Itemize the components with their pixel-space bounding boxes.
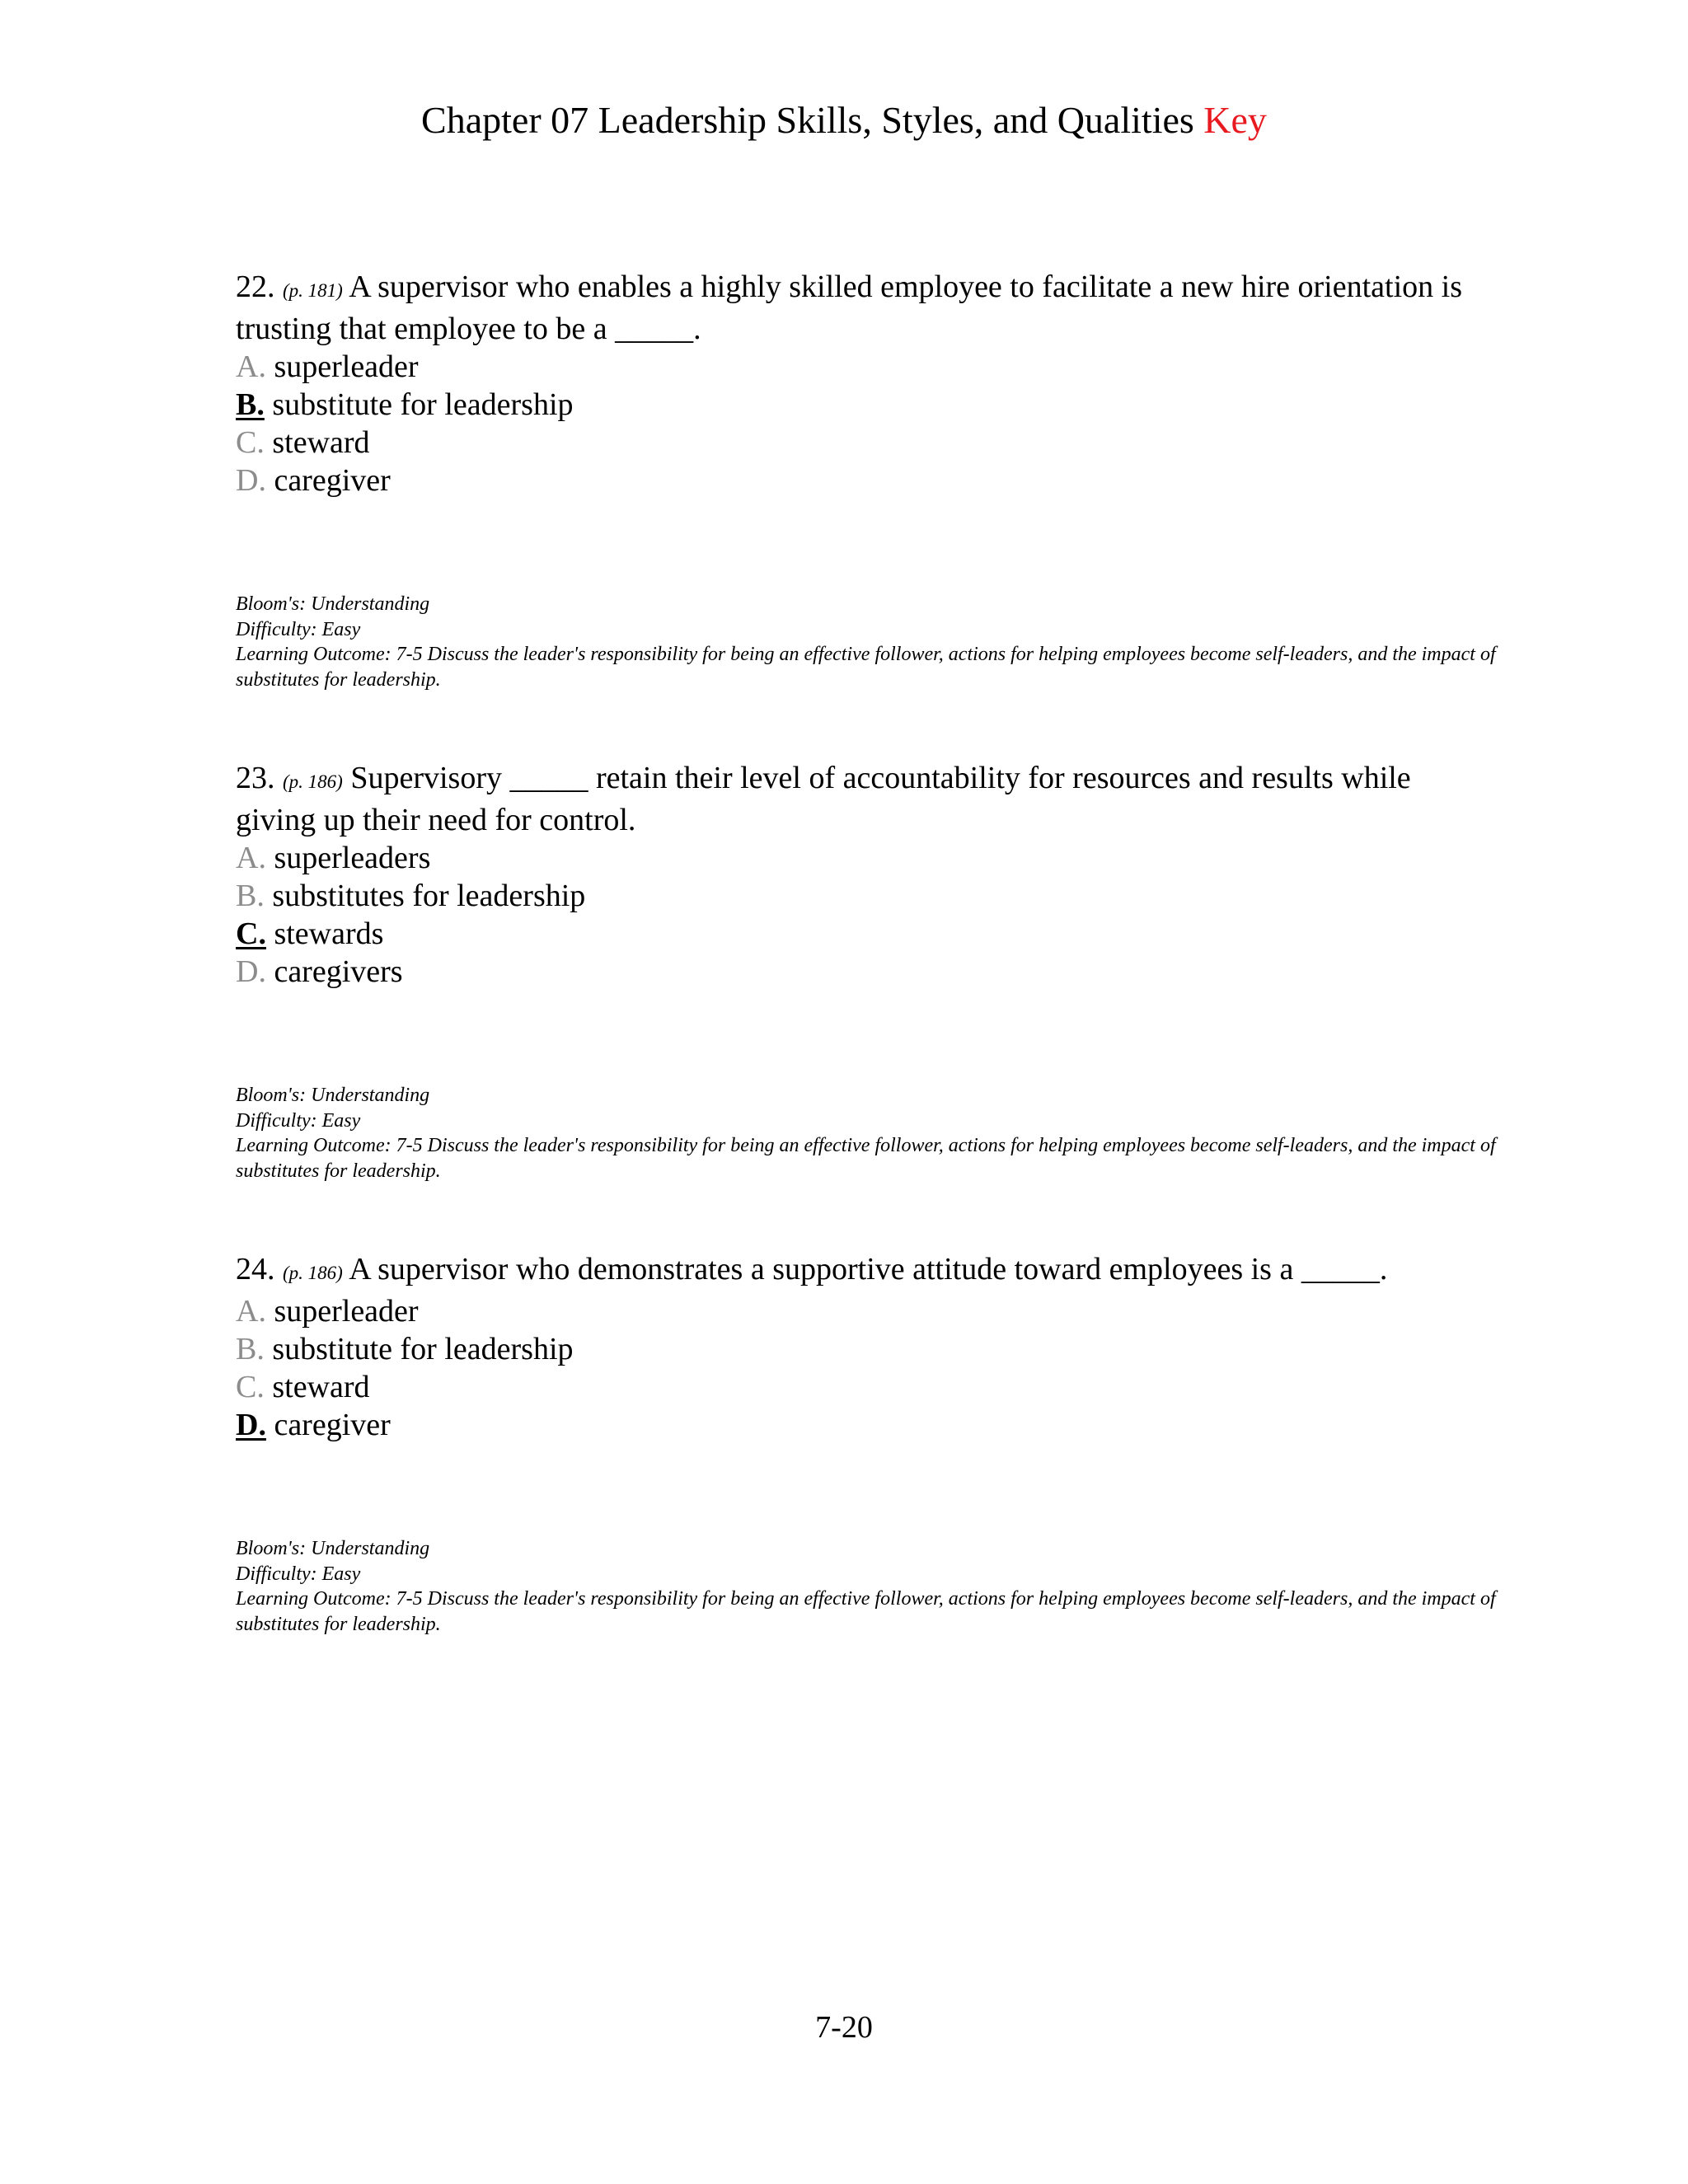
- option-letter: B.: [236, 879, 265, 913]
- option-b: [236, 877, 1489, 915]
- page-number: 7-20: [815, 2010, 873, 2045]
- question-text: [236, 268, 1489, 348]
- option-text: steward: [272, 1370, 370, 1404]
- option-d: [236, 1406, 1489, 1444]
- option-letter: C.: [236, 425, 265, 460]
- blooms-level: Bloom's: Understanding: [236, 1085, 430, 1106]
- option-text: superleader: [274, 1294, 419, 1329]
- difficulty: Difficulty: Easy: [236, 1109, 361, 1132]
- key-label: Key: [1203, 99, 1267, 141]
- page-reference: (p. 186): [283, 771, 343, 792]
- question-24: [236, 1250, 1496, 1635]
- option-c: [236, 424, 1489, 462]
- question-23: [236, 759, 1496, 1182]
- question-text: [236, 1250, 1489, 1292]
- blooms-level: Bloom's: Understanding: [236, 593, 430, 615]
- learning-outcome: Learning Outcome: 7-5 Discuss the leader's responsibility for being an effective follower, actions for helping employees become self-leaders, and the impact of substitutes for leadership.: [236, 644, 1496, 691]
- option-letter: A.: [236, 349, 266, 384]
- option-text: caregiver: [274, 1408, 391, 1442]
- option-text: caregiver: [274, 463, 391, 498]
- option-text: substitute for leadership: [272, 387, 574, 422]
- question-metadata: [236, 1536, 1497, 1637]
- option-text: caregivers: [274, 954, 403, 989]
- question-metadata: [236, 1083, 1497, 1183]
- page-reference: (p. 186): [283, 1263, 343, 1283]
- question-number: 24.: [236, 1252, 275, 1286]
- option-text: substitute for leadership: [272, 1332, 574, 1366]
- question-stem: Supervisory _____ retain their level of accountability for resources and results while giving up their need for control.: [236, 761, 1411, 837]
- page-reference: (p. 181): [283, 280, 343, 301]
- question-number: 22.: [236, 269, 275, 304]
- option-text: superleaders: [274, 841, 431, 875]
- option-letter: C.: [236, 1370, 265, 1404]
- correct-option-letter: C.: [236, 916, 266, 951]
- question-stem: A supervisor who demonstrates a supportive attitude toward employees is a _____.: [349, 1252, 1388, 1286]
- option-letter: B.: [236, 1332, 265, 1366]
- option-letter: D.: [236, 463, 266, 498]
- option-text: steward: [272, 425, 370, 460]
- question-metadata: [236, 592, 1497, 692]
- answer-options: [236, 839, 1489, 991]
- option-a: [236, 1292, 1489, 1330]
- option-text: substitutes for leadership: [272, 879, 586, 913]
- difficulty: Difficulty: Easy: [236, 1563, 361, 1585]
- option-d: [236, 462, 1489, 499]
- option-b: [236, 386, 1489, 424]
- option-c: [236, 1368, 1489, 1406]
- option-a: [236, 839, 1489, 877]
- option-text: superleader: [274, 349, 419, 384]
- option-a: [236, 348, 1489, 386]
- option-text: stewards: [274, 916, 384, 951]
- option-b: [236, 1330, 1489, 1368]
- question-stem: A supervisor who enables a highly skilled employee to facilitate a new hire orientation is trusting that employee to be a _____.: [236, 269, 1462, 346]
- option-c: [236, 915, 1489, 953]
- blooms-level: Bloom's: Understanding: [236, 1538, 430, 1559]
- question-22: [236, 268, 1496, 691]
- learning-outcome: Learning Outcome: 7-5 Discuss the leader's responsibility for being an effective follower, actions for helping employees become self-leaders, and the impact of substitutes for leadership.: [236, 1588, 1496, 1635]
- answer-options: [236, 348, 1489, 499]
- correct-option-letter: B.: [236, 387, 265, 422]
- learning-outcome: Learning Outcome: 7-5 Discuss the leader's responsibility for being an effective follower, actions for helping employees become self-leaders, and the impact of substitutes for leadership.: [236, 1135, 1496, 1182]
- option-letter: D.: [236, 954, 266, 989]
- option-d: [236, 953, 1489, 991]
- correct-option-letter: D.: [236, 1408, 266, 1442]
- question-number: 23.: [236, 761, 275, 795]
- difficulty: Difficulty: Easy: [236, 618, 361, 640]
- option-letter: A.: [236, 1294, 266, 1329]
- answer-options: [236, 1292, 1489, 1444]
- page-title-text: Chapter 07 Leadership Skills, Styles, and Qualities: [421, 99, 1194, 141]
- page-title: [0, 97, 1688, 143]
- option-letter: A.: [236, 841, 266, 875]
- question-text: [236, 759, 1489, 839]
